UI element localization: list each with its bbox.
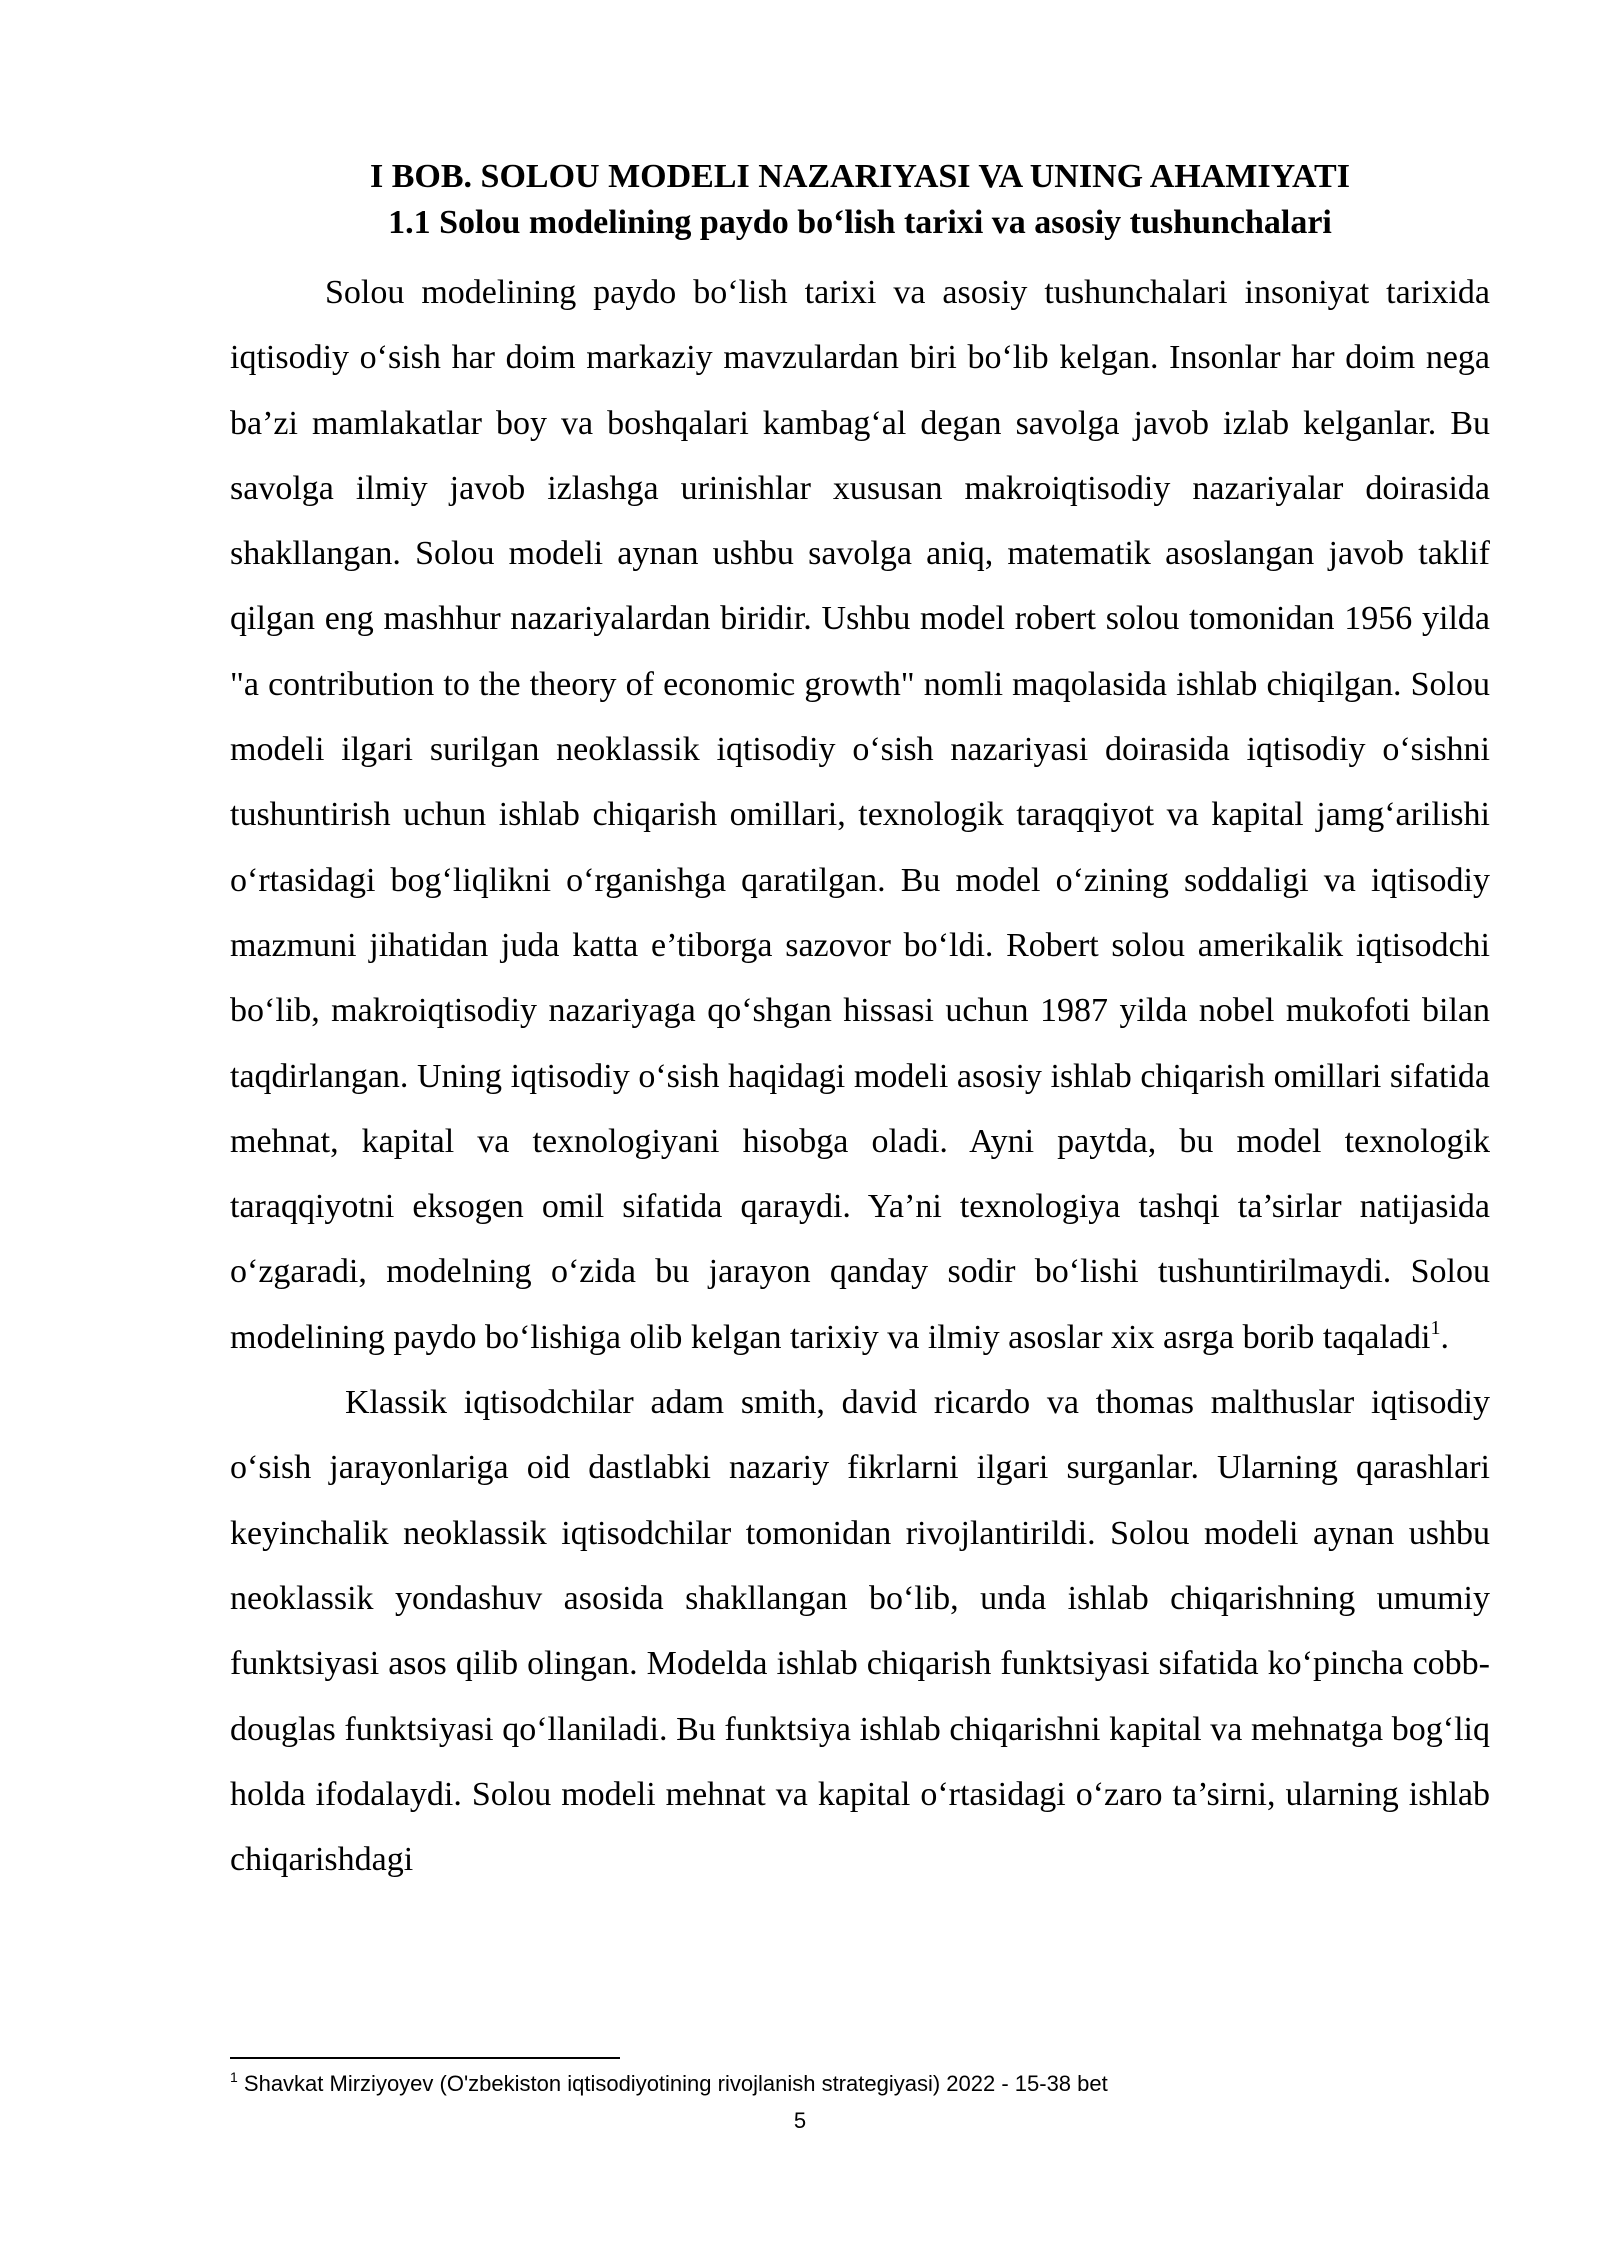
footnote-separator	[230, 2057, 620, 2059]
section-title: 1.1 Solou modelining paydo bo‘lish tarixi va asosiy tushunchalari	[388, 204, 1332, 241]
paragraph-1	[230, 260, 1490, 1370]
footnote-reference-mark[interactable]: 1	[1430, 1316, 1441, 1339]
paragraph-2: Klassik iqtisodchilar adam smith, david ricardo va thomas malthuslar iqtisodiy o‘sish jarayonlariga oid dastlabki nazariy fikrlarni ilgari surganlar. Ularning qarashlari keyinchalik neoklassik iqtisodchilar tomonidan rivojlantirildi. Solou modeli aynan ushbu neoklassik yondashuv asosida shakllangan bo‘lib, unda ishlab chiqarishning umumiy funktsiyasi asos qilib olingan. Modelda ishlab chiqarish funktsiyasi sifatida ko‘pincha cobb-douglas funktsiyasi qo‘llaniladi. Bu funktsiya ishlab chiqarishni kapital va mehnatga bog‘liq holda ifodalaydi. Solou modeli mehnat va kapital o‘rtasidagi o‘zaro ta’sirni, ularning ishlab chiqarishdagi	[230, 1384, 1490, 1879]
footnote-text: Shavkat Mirziyoyev (O'zbekiston iqtisodiyotining rivojlanish strategiyasi) 2022 - 15-38 bet	[237, 2071, 1108, 2096]
paragraph-1-end: .	[1440, 1318, 1449, 1356]
page-number: 5	[793, 2108, 807, 2133]
body-text	[230, 260, 1490, 1892]
paragraph-1-text: Solou modelining paydo bo‘lish tarixi va asosiy tushunchalari insoniyat tarixida iqtisodiy o‘sish har doim markaziy mavzulardan biri bo‘lib kelgan. Insonlar har doim nega ba’zi mamlakatlar boy va boshqalari kambag‘al degan savolga javob izlab kelganlar. Bu savolga ilmiy javob izlashga urinishlar xususan makroiqtisodiy nazariyalar doirasida shakllangan. Solou modeli aynan ushbu savolga aniq, matematik asoslangan javob taklif qilgan eng mashhur nazariyalardan biridir. Ushbu model robert solou tomonidan 1956 yilda "a contribution to the theory of economic growth" nomli maqolasida ishlab chiqilgan. Solou modeli ilgari surilgan neoklassik iqtisodiy o‘sish nazariyasi doirasida iqtisodiy o‘sishni tushuntirish uchun ishlab chiqarish omillari, texnologik taraqqiyot va kapital jamg‘arilishi o‘rtasidagi bog‘liqlikni o‘rganishga qaratilgan. Bu model o‘zining soddaligi va iqtisodiy mazmuni jihatidan juda katta e’tiborga sazovor bo‘ldi. Robert solou amerikalik iqtisodchi bo‘lib, makroiqtisodiy nazariyaga qo‘shgan hissasi uchun 1987 yilda nobel mukofoti bilan taqdirlangan. Uning iqtisodiy o‘sish haqidagi modeli asosiy ishlab chiqarish omillari sifatida mehnat, kapital va texnologiyani hisobga oladi. Ayni paytda, bu model texnologik taraqqiyotni eksogen omil sifatida qaraydi. Ya’ni texnologiya tashqi ta’sirlar natijasida o‘zgaradi, modelning o‘zida bu jarayon qanday sodir bo‘lishi tushuntirilmaydi. Solou modelining paydo bo‘lishiga olib kelgan tarixiy va ilmiy asoslar xix asrga borib taqaladi	[230, 274, 1490, 1356]
footnote-mark: 1	[230, 2069, 238, 2085]
footnote	[230, 2069, 1490, 2099]
chapter-title: I BOB. SOLOU MODELI NAZARIYASI VA UNING AHAMIYATI	[370, 158, 1350, 195]
